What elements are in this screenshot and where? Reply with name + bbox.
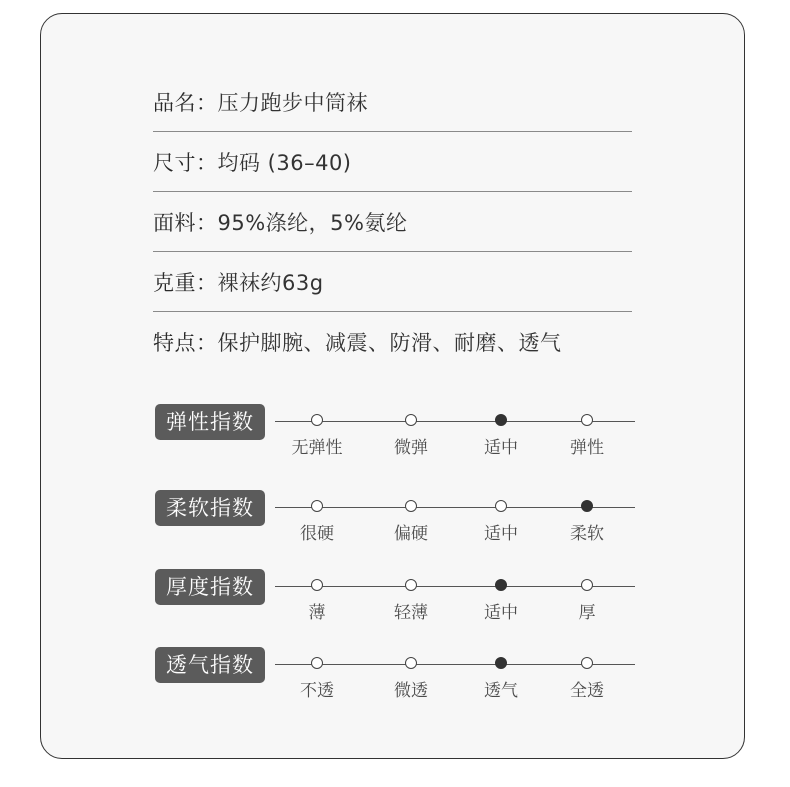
rating-dot — [405, 657, 417, 669]
option-label: 薄 — [308, 603, 326, 623]
option-label: 适中 — [484, 603, 518, 623]
index-badge: 弹性指数 — [155, 404, 265, 440]
index-badge: 厚度指数 — [155, 569, 265, 605]
rating-dot — [311, 500, 323, 512]
option-label: 弹性 — [570, 438, 604, 458]
rating-dot — [495, 500, 507, 512]
spec-label: 面料： — [153, 210, 218, 235]
rating-dot — [311, 657, 323, 669]
index-option — [547, 579, 627, 623]
index-badge: 柔软指数 — [155, 490, 265, 526]
spec-label: 品名： — [153, 90, 218, 115]
index-option — [277, 657, 357, 701]
option-label: 适中 — [484, 524, 518, 544]
option-label: 偏硬 — [394, 524, 428, 544]
index-option — [371, 500, 451, 544]
option-label: 适中 — [484, 438, 518, 458]
option-label: 不透 — [300, 681, 334, 701]
option-label: 微弹 — [394, 438, 428, 458]
spec-value: 保护脚腕、减震、防滑、耐磨、透气 — [217, 331, 562, 355]
index-option — [461, 500, 541, 544]
index-option — [461, 579, 541, 623]
index-elasticity — [155, 404, 635, 484]
spec-value: 95%涤纶，5%氨纶 — [217, 210, 408, 235]
spec-label: 特点： — [153, 331, 218, 355]
index-option — [371, 579, 451, 623]
spec-row-size — [153, 132, 632, 192]
index-option — [277, 500, 357, 544]
spec-row-name — [153, 72, 632, 132]
rating-dot — [581, 657, 593, 669]
spec-value: 压力跑步中筒袜 — [217, 90, 368, 115]
option-label: 很硬 — [300, 524, 334, 544]
spec-row-fabric — [153, 192, 632, 252]
option-label: 透气 — [484, 681, 518, 701]
rating-dot — [405, 579, 417, 591]
index-option — [547, 500, 627, 544]
spec-label: 克重： — [153, 270, 218, 295]
option-label: 柔软 — [570, 524, 604, 544]
rating-dot — [581, 414, 593, 426]
rating-dot — [311, 579, 323, 591]
spec-row-weight — [153, 252, 632, 312]
rating-dot-selected — [495, 414, 507, 426]
spec-row-features — [153, 312, 632, 372]
spec-label: 尺寸： — [153, 150, 218, 175]
option-label: 全透 — [570, 681, 604, 701]
spec-value: 均码 (36–40) — [217, 150, 352, 175]
rating-dot — [581, 579, 593, 591]
option-label: 无弹性 — [291, 438, 343, 458]
index-option — [461, 414, 541, 458]
index-softness — [155, 490, 635, 570]
rating-dot — [405, 414, 417, 426]
index-breathability — [155, 647, 635, 727]
index-thickness — [155, 569, 635, 649]
rating-dot — [405, 500, 417, 512]
option-label: 轻薄 — [394, 603, 428, 623]
index-option — [547, 414, 627, 458]
index-badge: 透气指数 — [155, 647, 265, 683]
spec-list — [153, 72, 632, 372]
index-option — [277, 414, 357, 458]
option-label: 厚 — [578, 603, 596, 623]
spec-value: 裸袜约63g — [217, 270, 324, 295]
option-label: 微透 — [394, 681, 428, 701]
rating-dot-selected — [495, 657, 507, 669]
rating-dot-selected — [581, 500, 593, 512]
index-option — [461, 657, 541, 701]
index-option — [371, 657, 451, 701]
rating-dot — [311, 414, 323, 426]
index-option — [371, 414, 451, 458]
index-option — [547, 657, 627, 701]
rating-dot-selected — [495, 579, 507, 591]
index-option — [277, 579, 357, 623]
